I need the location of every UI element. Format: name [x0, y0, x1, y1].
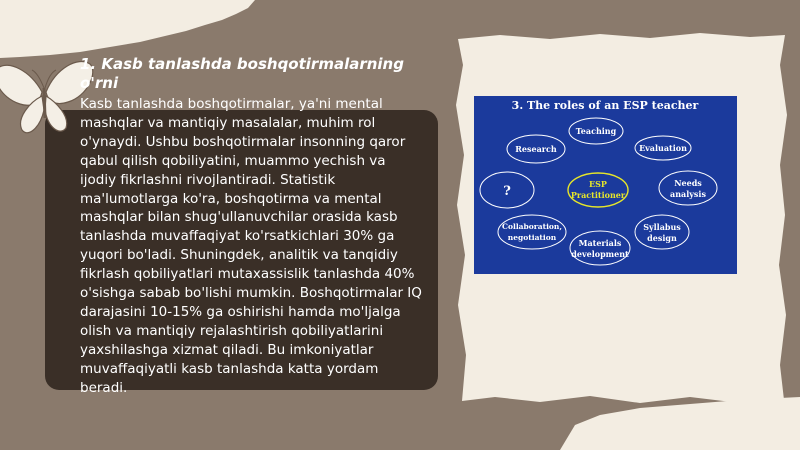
- diagram-title: 3. The roles of an ESP teacher: [511, 99, 699, 112]
- node-needs-line1: Needs: [674, 178, 702, 188]
- node-center-line2: Practitioner: [570, 190, 626, 200]
- node-materials-development: [570, 231, 630, 265]
- node-unknown-label: ?: [503, 184, 511, 199]
- node-center-line1: ESP: [589, 179, 607, 189]
- node-syllabus-design: [635, 215, 689, 249]
- node-research: [507, 135, 565, 163]
- node-research-label: Research: [515, 144, 557, 154]
- node-collab-line2: negotiation: [507, 233, 557, 242]
- node-materials-line1: Materials: [578, 238, 622, 248]
- node-collab-line1: Collaboration,: [502, 222, 562, 231]
- node-esp-practitioner: [568, 173, 628, 207]
- slide-title: 1. Kasb tanlashda boshqotirmalarning o'rni: [80, 55, 404, 92]
- node-unknown: [480, 172, 534, 208]
- node-collaboration: [498, 215, 566, 249]
- node-evaluation-label: Evaluation: [639, 143, 687, 153]
- node-teaching: [569, 118, 623, 144]
- node-syllabus-line2: design: [647, 233, 677, 243]
- node-syllabus-line1: Syllabus: [643, 222, 681, 232]
- node-materials-line2: development: [571, 249, 629, 259]
- node-needs-analysis: [659, 171, 717, 205]
- node-evaluation: [635, 136, 691, 160]
- slide-body-text: Kasb tanlashda boshqotirmalar, ya'ni mental mashqlar va mantiqiy masalalar, muhim rol o'ynaydi. Ushbu boshqotirmalar insonning qaror qabul qilish qobiliyatini, muammo yechish va ijodiy fikrlashni rivojlantiradi. Statistik ma'lumotlarga ko'ra, boshqotirma va mental mashqlar bilan shug'ullanuvchilar orasida kasb tanlashda muvaffaqiyat ko'rsatkichlari 30% ga yuqori bo'ladi. Shuningdek, analitik va tanqidiy fikrlash qobiliyatlari mutaxassislik tanlashda 40% o'sishga sabab bo'lishi mumkin. Boshqotirmalar IQ darajasini 10-15% ga oshirishi hamda mo'ljalga olish va mantiqiy rejalashtirish qobiliyatlarini yaxshilashga xizmat qiladi. Bu imkoniyatlar muvaffaqiyatli kasb tanlashda katta yordam beradi.: [80, 96, 422, 396]
- node-teaching-label: Teaching: [575, 126, 617, 136]
- node-needs-line2: analysis: [670, 189, 706, 199]
- esp-roles-diagram: [474, 96, 737, 274]
